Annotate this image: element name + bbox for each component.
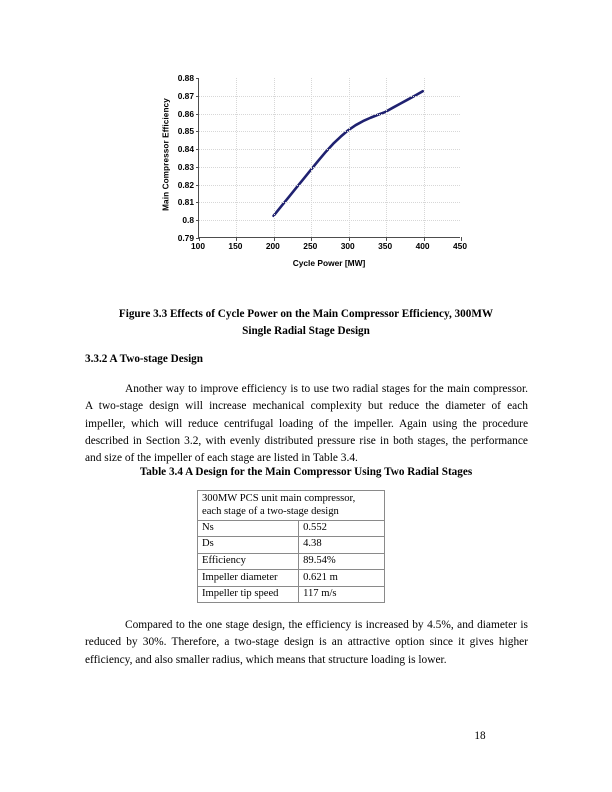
chart-x-tick-label: 300	[340, 241, 355, 251]
body-paragraph-2-text: Compared to the one stage design, the efficiency is increased by 4.5%, and diameter is reduced by 30%. Therefore, a two-stage design is an attractive option since it gives higher efficiency, and also smaller radius, which means that structure loading is lower.	[85, 619, 528, 666]
table-cell-value: 4.38	[299, 537, 385, 554]
figure-caption-line-2: Single Radial Stage Design	[242, 324, 370, 337]
chart-y-tick-label: 0.85	[177, 126, 194, 137]
chart-gridline-horizontal	[199, 114, 460, 115]
table-cell-value: 0.621 m	[299, 570, 385, 587]
chart-gridline-horizontal	[199, 96, 460, 97]
chart-y-tick-mark	[196, 202, 200, 203]
table-row	[198, 553, 385, 570]
chart-gridline-vertical	[236, 78, 237, 237]
chart-series-line	[199, 78, 460, 237]
chart-x-tick-mark	[236, 237, 237, 241]
table-cell-label: Impeller tip speed	[198, 586, 299, 603]
section-heading-3-3-2: 3.3.2 A Two-stage Design	[85, 353, 203, 365]
table-row	[198, 586, 385, 603]
chart-x-tick-mark	[274, 237, 275, 241]
chart-x-tick-label: 350	[378, 241, 393, 251]
line-chart	[150, 73, 472, 290]
table-cell-label: Ns	[198, 520, 299, 537]
chart-gridline-vertical	[424, 78, 425, 237]
chart-x-axis-title: Cycle Power [MW]	[292, 258, 366, 268]
chart-x-tick-label: 250	[303, 241, 318, 251]
chart-gridline-vertical	[349, 78, 350, 237]
chart-x-tick-label: 200	[265, 241, 280, 251]
chart-x-tick-mark	[199, 237, 200, 241]
table-cell-value: 0.552	[299, 520, 385, 537]
figure-caption-line-1: Figure 3.3 Effects of Cycle Power on the Main Compressor Efficiency, 300MW	[118, 308, 494, 320]
table-cell-label: Ds	[198, 537, 299, 554]
chart-y-tick-label: 0.79	[177, 233, 194, 243]
chart-x-tick-label: 450	[453, 241, 467, 251]
chart-y-tick-label: 0.84	[177, 144, 194, 155]
table-row	[198, 570, 385, 587]
chart-x-tick-mark	[461, 237, 462, 241]
chart-gridline-horizontal	[199, 149, 460, 150]
chart-x-tick-mark	[349, 237, 350, 241]
chart-gridline-horizontal	[199, 131, 460, 132]
table-cell-value: 117 m/s	[299, 586, 385, 603]
chart-y-tick-mark	[196, 220, 200, 221]
chart-y-tick-mark	[196, 167, 200, 168]
chart-y-tick-mark	[196, 78, 200, 79]
chart-y-tick-label: 0.87	[177, 90, 194, 101]
chart-plot-area	[198, 78, 460, 238]
chart-y-axis-title: Main Compressor Efficiency	[161, 98, 171, 211]
chart-gridline-vertical	[311, 78, 312, 237]
chart-y-tick-label: 0.82	[177, 179, 194, 190]
chart-x-tick-labels	[191, 241, 467, 255]
table-header-cell: 300MW PCS unit main compressor, each stage of a two-stage design	[198, 491, 385, 521]
table-cell-label: Efficiency	[198, 553, 299, 570]
table-header-row	[198, 491, 385, 521]
chart-y-tick-label: 0.81	[177, 197, 194, 208]
chart-y-tick-label: 0.8	[182, 215, 194, 226]
chart-gridline-horizontal	[199, 220, 460, 221]
chart-x-tick-mark	[386, 237, 387, 241]
chart-y-tick-mark	[196, 185, 200, 186]
chart-x-tick-label: 150	[228, 241, 243, 251]
chart-y-tick-mark	[196, 149, 200, 150]
chart-y-tick-label: 0.86	[177, 108, 194, 119]
chart-gridline-vertical	[274, 78, 275, 237]
table-caption: Table 3.4 A Design for the Main Compressor Using Two Radial Stages	[139, 466, 473, 478]
chart-x-tick-label: 400	[415, 241, 430, 251]
chart-gridline-horizontal	[199, 185, 460, 186]
table-cell-value: 89.54%	[299, 553, 385, 570]
figure-3-3	[150, 73, 472, 290]
body-paragraph-1	[85, 381, 528, 467]
chart-x-tick-mark	[311, 237, 312, 241]
chart-x-tick-mark	[424, 237, 425, 241]
table-3-4	[197, 490, 385, 603]
figure-caption	[85, 306, 527, 339]
chart-y-tick-labels	[160, 73, 194, 243]
chart-y-tick-mark	[196, 114, 200, 115]
chart-gridline-horizontal	[199, 167, 460, 168]
chart-x-tick-label: 100	[191, 241, 205, 251]
chart-y-tick-mark	[196, 96, 200, 97]
table-cell-label: Impeller diameter	[198, 570, 299, 587]
chart-y-tick-label: 0.88	[177, 73, 194, 83]
body-paragraph-2	[85, 617, 528, 669]
table-row	[198, 537, 385, 554]
body-paragraph-1-text: Another way to improve efficiency is to use two radial stages for the main compressor. A two-stage design will increase mechanical complexity but reduce the diameter of each impeller, which will reduce centrifugal loading of the impeller. Again using the procedure described in Section 3.2, with evenly distributed pressure rise in both stages, the performance and size of the impeller of each stage are listed in Table 3.4.	[85, 383, 528, 465]
table-row	[198, 520, 385, 537]
chart-y-tick-label: 0.83	[177, 161, 194, 172]
chart-gridline-horizontal	[199, 202, 460, 203]
chart-y-tick-mark	[196, 131, 200, 132]
chart-gridline-vertical	[386, 78, 387, 237]
page-number: 18	[474, 730, 486, 742]
